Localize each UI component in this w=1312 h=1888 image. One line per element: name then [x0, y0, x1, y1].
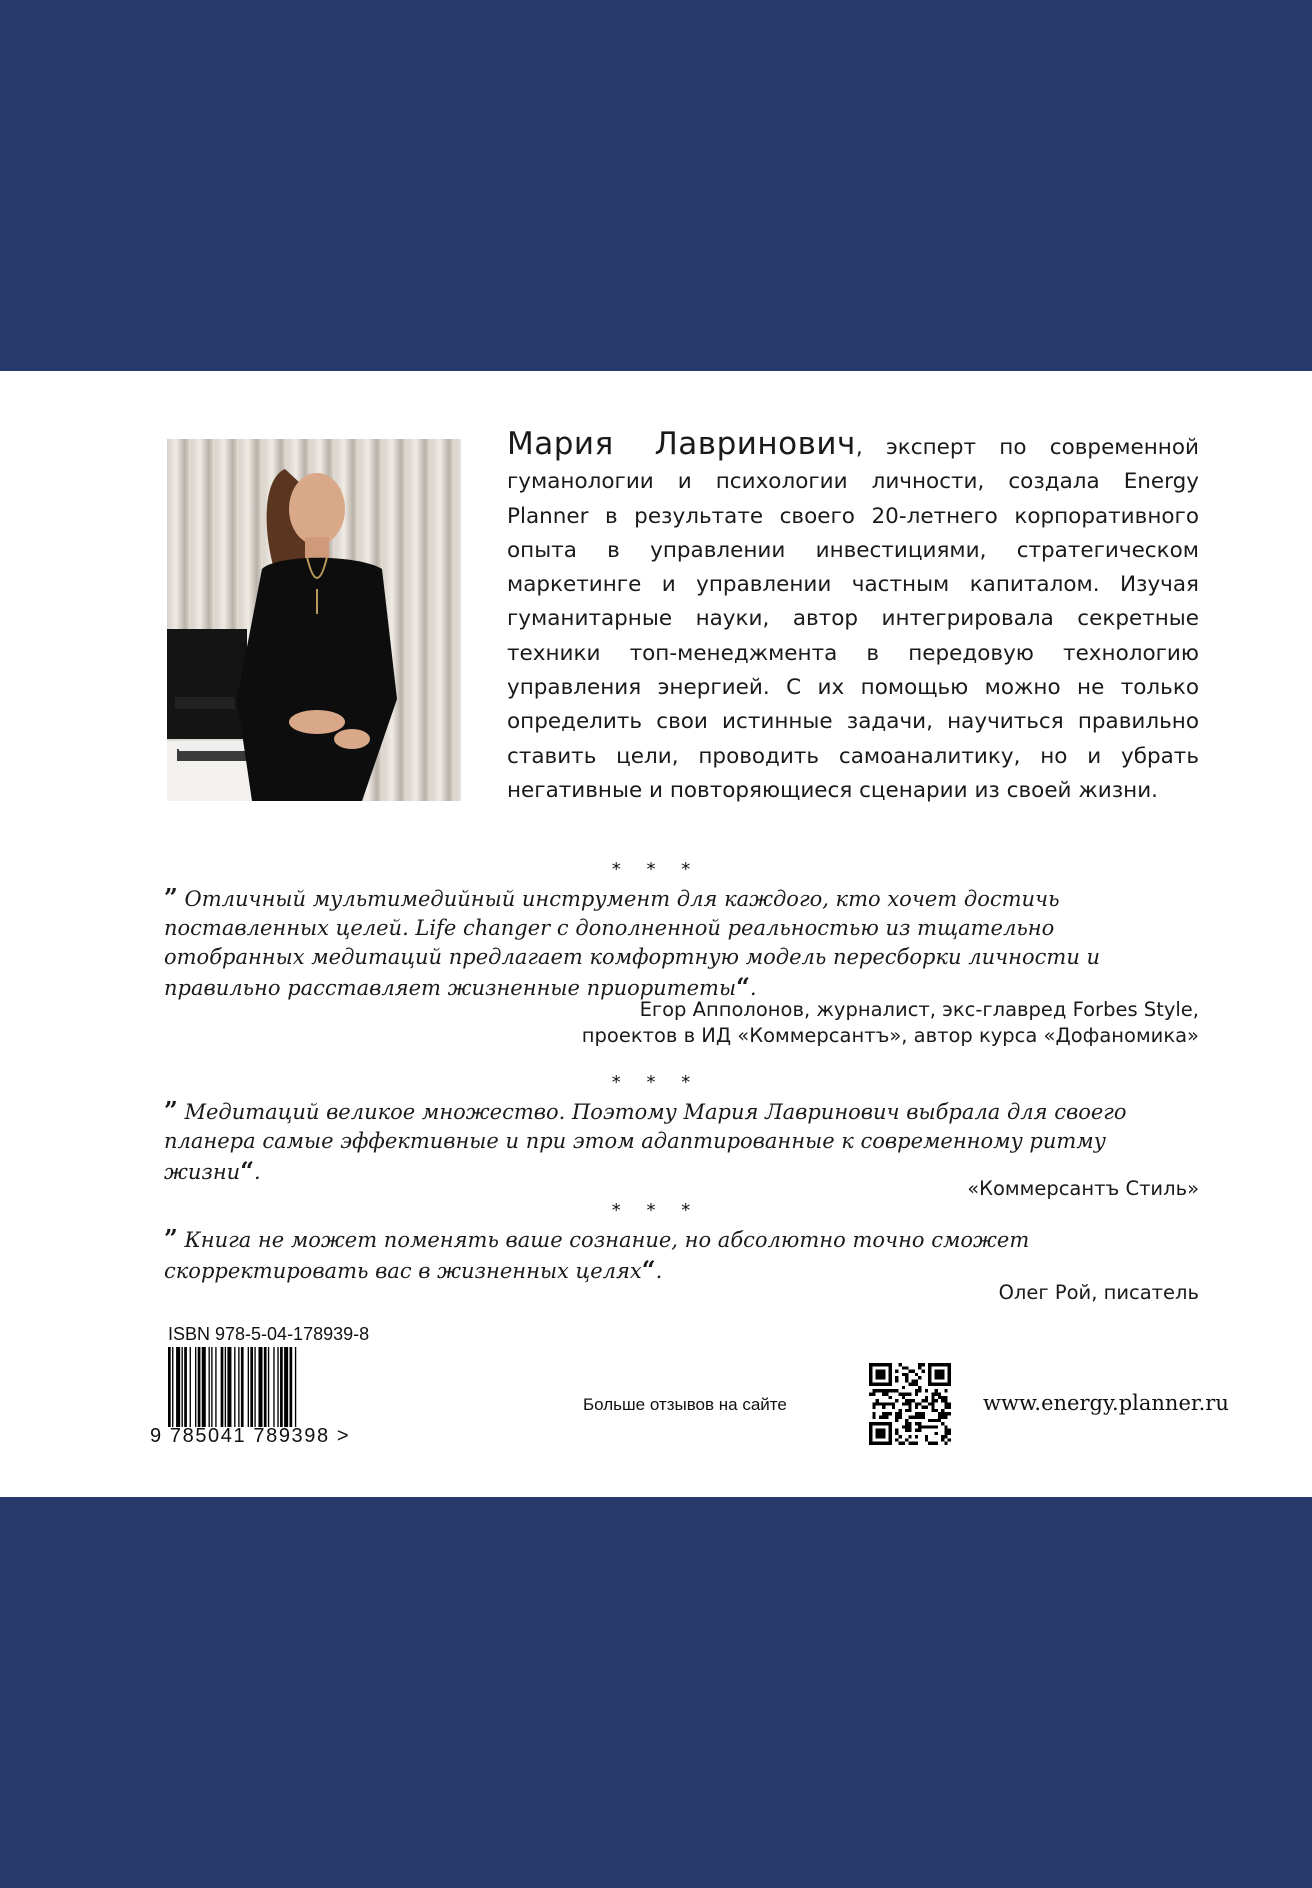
quote-close-mark: “ — [641, 1255, 656, 1284]
quote-3-text: Книга не может поменять ваше сознание, но абсолютно точно сможет скорректировать вас в жизненных целях — [164, 1228, 1030, 1283]
quote-open-mark: ” — [164, 1224, 178, 1253]
website-link[interactable]: www.energy.planner.ru — [983, 1391, 1229, 1415]
back-cover-panel — [0, 371, 1312, 1497]
quote-2-text: Медитаций великое множество. Поэтому Мария Лавринович выбрала для своего планера самые эффективные и при этом адаптированные к современному ритму жизни — [164, 1100, 1127, 1184]
quote-3: ” Книга не может поменять ваше сознание, но абсолютно точно сможет скорректировать вас в жизненных целях“. — [164, 1224, 1030, 1284]
author-bio — [507, 427, 1199, 808]
separator-1: * * * — [611, 859, 701, 880]
bottom-cover-band — [0, 1497, 1312, 1888]
quote-close-mark: “ — [240, 1156, 255, 1185]
qr-code-icon[interactable] — [869, 1363, 951, 1445]
top-cover-band — [0, 0, 1312, 371]
quote-1-text: Отличный мультимедийный инструмент для каждого, кто хочет достичь поставленных целей. Life changer с дополненной реальностью из тщательно отобранных медитаций предлагает комфортную модель пересборки личности и правильно расставляет жизненные приоритеты — [164, 887, 1101, 1000]
author-bio-text: , эксперт по современной гуманологии и психологии личности, создала Energy Planner в результате своего 20-летнего корпоративного опыта в управлении инвестициями, стратегическом маркетинге и управлении частным капиталом. Изучая гуманитарные науки, автор интегрировала секретные техники топ-менеджмента в передовую технологию управления энергией. С их помощью можно не только определить свои истинные задачи, научиться правильно ставить цели, проводить самоаналитику, но и убрать негативные и повторяющиеся сценарии из своей жизни. — [507, 435, 1199, 803]
barcode-digits: 9 785041 789398 > — [150, 1425, 351, 1447]
isbn-label: ISBN 978-5-04-178939-8 — [168, 1324, 370, 1344]
separator-3: * * * — [611, 1200, 701, 1221]
barcode-icon — [168, 1347, 386, 1427]
author-photo — [167, 439, 461, 801]
quote-open-mark: ” — [164, 883, 178, 912]
quote-2: ” Медитаций великое множество. Поэтому Мария Лавринович выбрала для своего планера самые эффективные и при этом адаптированные к современному ритму жизни“. — [164, 1096, 1127, 1185]
quote-3-attribution: Олег Рой, писатель — [998, 1281, 1199, 1304]
separator-2: * * * — [611, 1072, 701, 1093]
quote-1-attribution-line-2: проектов в ИД «Коммерсантъ», автор курса «Дофаномика» — [581, 1024, 1199, 1047]
quote-1-attribution-line-1: Егор Апполонов, журналист, экс-главред Forbes Style, — [639, 998, 1199, 1021]
quote-1: ” Отличный мультимедийный инструмент для каждого, кто хочет достичь поставленных целей. Life changer с дополненной реальностью из тщательно отобранных медитаций предлагает комфортную модель пересборки личности и правильно расставляет жизненные приоритеты“. — [164, 883, 1101, 1001]
quote-2-attribution: «Коммерсантъ Стиль» — [967, 1177, 1199, 1200]
quote-open-mark: ” — [164, 1096, 178, 1125]
more-reviews-label: Больше отзывов на сайте — [583, 1395, 787, 1414]
quote-close-mark: “ — [736, 972, 750, 1001]
author-name: Мария Лавринович — [507, 426, 856, 462]
